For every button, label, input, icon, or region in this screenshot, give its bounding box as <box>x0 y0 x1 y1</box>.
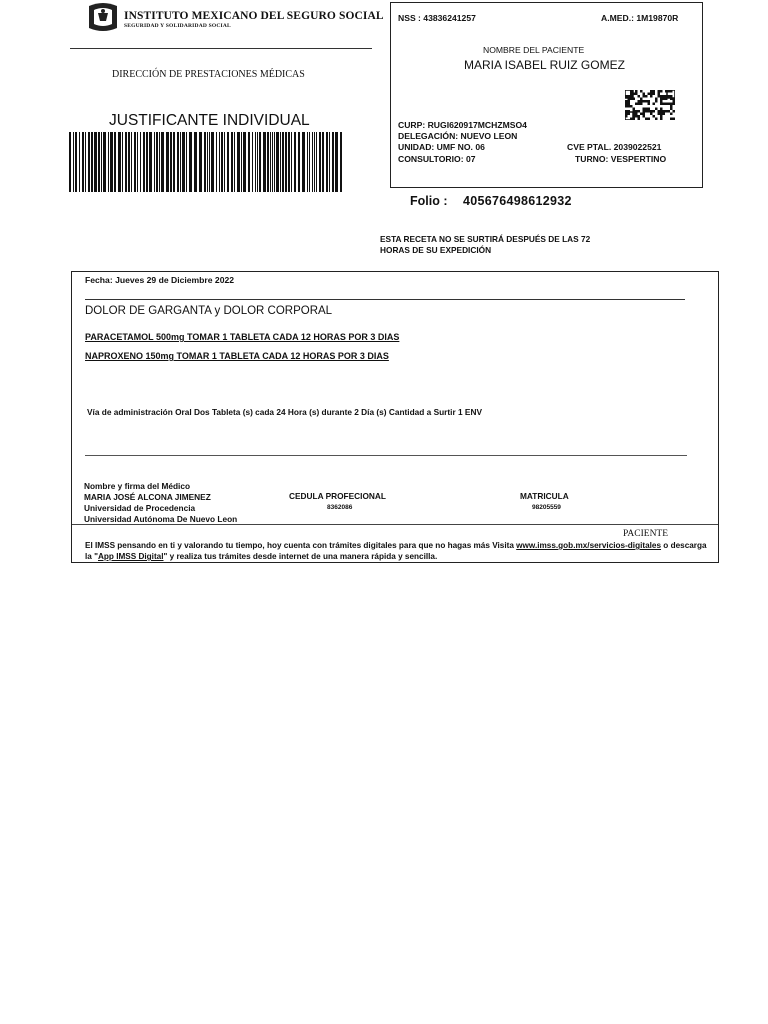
patient-info-box <box>390 2 703 188</box>
document-title: JUSTIFICANTE INDIVIDUAL <box>109 112 310 129</box>
amed-value: A.MED.: 1M19870R <box>601 13 679 23</box>
diagnosis-text: DOLOR DE GARGANTA y DOLOR CORPORAL <box>85 305 333 317</box>
footer-divider <box>72 524 718 525</box>
app-imss-digital-link[interactable]: App IMSS Digital <box>98 552 164 561</box>
patient-name-label: NOMBRE DEL PACIENTE <box>483 45 585 55</box>
footer-notice <box>85 540 710 562</box>
folio-value: 405676498612932 <box>463 194 572 208</box>
curp-value: CURP: RUGI620917MCHZMSO4 <box>398 120 527 130</box>
matricula-value: 98205559 <box>532 504 561 511</box>
institution-tagline: SEGURIDAD Y SOLIDARIDAD SOCIAL <box>124 23 231 29</box>
medication-line-2: NAPROXENO 150mg TOMAR 1 TABLETA CADA 12 HORAS POR 3 DIAS <box>85 351 389 361</box>
footer-text-part3: " y realiza tus trámites desde internet de una manera rápida y sencilla. <box>163 552 438 561</box>
consultorio-value: CONSULTORIO: 07 <box>398 154 476 164</box>
doctor-name: MARIA JOSÉ ALCONA JIMENEZ <box>84 492 211 502</box>
institution-name: INSTITUTO MEXICANO DEL SEGURO SOCIAL <box>124 10 384 22</box>
medication-line-1: PARACETAMOL 500mg TOMAR 1 TABLETA CADA 12 HORAS POR 3 DIAS <box>85 332 400 342</box>
university-name: Universidad Autónoma De Nuevo Leon <box>84 514 238 524</box>
copy-label: PACIENTE <box>623 529 669 539</box>
delegacion-value: DELEGACIÓN: NUEVO LEON <box>398 131 518 141</box>
turno-value: TURNO: VESPERTINO <box>575 154 667 164</box>
cve-ptal-value: CVE PTAL. 2039022521 <box>567 142 662 152</box>
footer-text-part1: El IMSS pensando en ti y valorando tu tiempo, hoy cuenta con trámites digitales para que no hagas más Visita <box>85 541 517 550</box>
cedula-label: CEDULA PROFECIONAL <box>289 491 386 501</box>
signature-divider <box>85 455 687 456</box>
folio-label: Folio : <box>410 194 448 208</box>
qr-code-image <box>625 90 675 120</box>
prescription-date: Fecha: Jueves 29 de Diciembre 2022 <box>85 275 235 285</box>
nss-value: NSS : 43836241257 <box>398 13 476 23</box>
patient-name: MARIA ISABEL RUIZ GOMEZ <box>464 58 625 72</box>
cedula-value: 8362086 <box>327 504 353 511</box>
procedencia-label: Universidad de Procedencia <box>84 503 196 513</box>
expiry-warning: ESTA RECETA NO SE SURTIRÁ DESPUÉS DE LAS 72 HORAS DE SU EXPEDICIÓN <box>380 234 591 255</box>
prescription-box <box>71 271 719 563</box>
doctor-signature-label: Nombre y firma del Médico <box>84 481 191 491</box>
imss-digital-link[interactable]: www.imss.gob.mx/servicios-digitales <box>516 541 662 550</box>
date-divider <box>85 299 685 300</box>
imss-eagle-logo-icon <box>86 2 120 32</box>
unidad-value: UNIDAD: UMF NO. 06 <box>398 142 485 152</box>
matricula-label: MATRICULA <box>520 491 569 501</box>
footer-text-part2: o descarga la " <box>85 541 707 561</box>
header-divider <box>70 48 372 49</box>
barcode-image <box>69 132 345 192</box>
direccion-label: DIRECCIÓN DE PRESTACIONES MÉDICAS <box>112 69 305 80</box>
administration-instructions: Vía de administración Oral Dos Tableta (s) cada 24 Hora (s) durante 2 Día (s) Cantidad a Surtir 1 ENV <box>87 407 482 417</box>
